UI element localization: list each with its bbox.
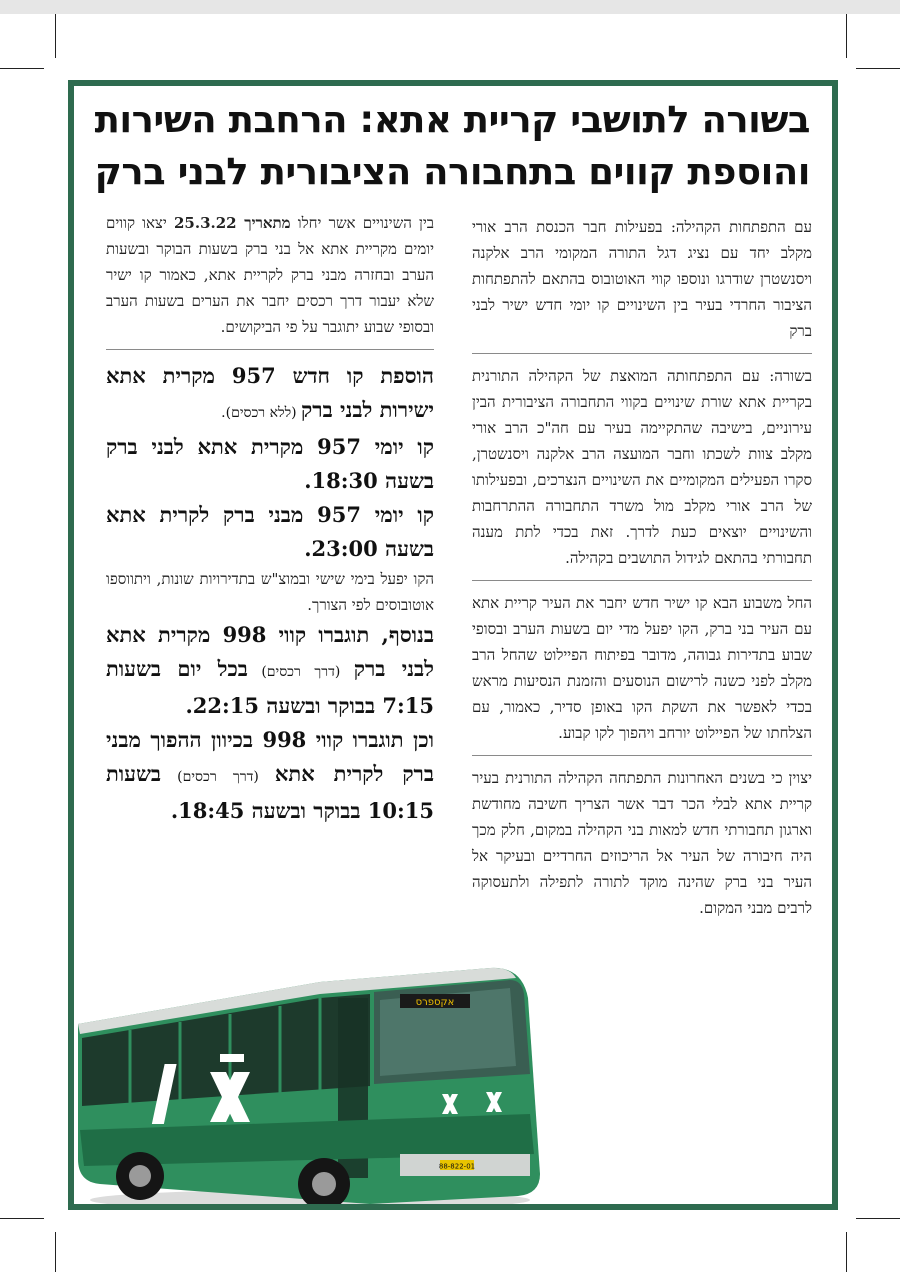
route-998-return xyxy=(106,723,434,828)
crop-mark xyxy=(856,68,900,69)
paragraph-new-line: החל משבוע הבא קו ישיר חדש יחבר את העיר קריית אתא עם העיר בני ברק, הקו יפעל מדי יום בשעות הערב ובסופי שבוע בתדירות גבוהה, מדובר בפיתוח הפיילוט שהחל הרב מקלב לפני כשנה לרישום הנוסעים והזמנת הנסיעות מראש בכדי לאפשר את השקת הקו באופן סדיר, כאמור, עם הצלחתו של הפיילוט יורחב ויהפוך לקו קבוע. xyxy=(472,594,812,742)
crop-mark xyxy=(0,68,44,69)
license-plate-text: 88-822-01 xyxy=(438,1162,476,1171)
intro-prefix: בין השינויים אשר יחלו xyxy=(290,214,435,232)
route-998-outbound-note: (דרך רכסים) xyxy=(247,664,354,680)
route-998-outbound-text: בנוסף, תוגברו קווי 998 מקרית אתא לבני ברק xyxy=(106,622,434,681)
route-998-return-note: (דרך רכסים) xyxy=(161,769,275,785)
crop-mark xyxy=(55,14,56,58)
route-957-weekend-note: הקו יפעל בימי שישי ובמוצ"ש בתדירויות שונות, ויתווספו אוטובוסים לפי הצורך. xyxy=(106,570,434,614)
route-957-return: קו יומי 957 מבני ברק לקרית אתא בשעה 23:00. xyxy=(106,502,434,561)
destination-sign-text: אקספרס xyxy=(415,997,455,1008)
route-957-new-note: (ללא רכסים). xyxy=(221,405,302,421)
crop-mark xyxy=(856,1218,900,1219)
paragraph-divider xyxy=(472,580,812,581)
right-column xyxy=(472,214,812,921)
route-957-new xyxy=(106,359,434,430)
crop-mark xyxy=(846,14,847,58)
scanner-top-strip xyxy=(0,0,900,14)
headline-line-2: והוספת קווים בתחבורה הציבורית לבני ברק xyxy=(94,150,810,193)
paragraph-divider xyxy=(106,349,434,350)
crop-mark xyxy=(846,1232,847,1272)
changes-intro xyxy=(106,210,434,340)
paragraph-community: יצוין כי בשנים האחרונות התפתחה הקהילה התורנית בעיר קריית אתא לבלי הכר דבר אשר הצריך חשיבה מחודשת וארגון תחבורתי חדש למאות בני הקהילה במקום, חלק מכך היה חיבורה של העיר אל הריכוזים החרדיים ובעיקר אל העיר בני ברק שהינה מוקד לתורה לתפילה ולתעסוקה לרבים מבני המקום. xyxy=(472,769,812,917)
bus-illustration xyxy=(70,954,540,1210)
left-column xyxy=(106,210,434,828)
intro-rest: יצאו קווים יומים מקריית אתא אל בני ברק בשעות הבוקר ובשעות הערב ובחזרה מבני ברק לקריית אתא, כאמור קו ישיר שלא יעבור דרך רכסים יחבר את הערים בשעות הערב ובסופי שבוע יתוגבר על פי הביקושים. xyxy=(106,214,434,336)
paragraph-meeting: בשורה: עם התפתחותה המואצת של הקהילה התורנית בקריית אתא שורת שינויים בקווי התחבורה הציבורית הבין עירוניים, בישיבה שהתקיימה בעיר עם חה"כ הרב אורי מקלב צוות לשכתו וחבר המועצה הרב אלקנה ויסנשטרן, סקרו הפעילים המקומיים את השינויים הנצרכים, ובפעילותו של הרב אורי מקלב מול משרד התחבורה ההתרחבות והשינויים יוצאים כעת לדרך. זאת בכדי לתת מענה תחבורתי בהתאם לגידול התושבים בקהילה. xyxy=(472,367,812,567)
paragraph-intro: עם התפתחות הקהילה: בפעילות חבר הכנסת הרב אורי מקלב יחד עם נציג דגל התורה המקומי הרב אלקנה ויסנשטרן שודרגו ונוספו קווי האוטובוס בהתאם להתפתחות הציבור החרדי בעיר בין השינויים קו יומי חדש ישיר לבני ברק xyxy=(472,218,812,340)
intro-date: מתאריך 25.3.22 xyxy=(173,214,291,232)
route-998-outbound-times: בכל יום בשעות 7:15 בבוקר ובשעה 22:15. xyxy=(106,656,434,718)
article-headline xyxy=(96,94,810,198)
route-998-outbound xyxy=(106,618,434,723)
route-957-outbound: קו יומי 957 מקרית אתא לבני ברק בשעה 18:30. xyxy=(106,434,434,493)
article-frame xyxy=(68,80,838,1210)
crop-mark xyxy=(0,1218,44,1219)
paragraph-divider xyxy=(472,353,812,354)
route-957-new-text: הוספת קו חדש 957 מקרית אתא ישירות לבני ברק xyxy=(106,363,434,422)
route-998-return-text: וכן תוגברו קווי 998 בכיוון ההפוך מבני ברק לקרית אתא xyxy=(106,727,434,786)
headline-line-1: בשורה לתושבי קריית אתא: הרחבת השירות xyxy=(94,98,810,141)
crop-mark xyxy=(55,1232,56,1272)
route-998-return-times: בשעות 10:15 בבוקר ובשעה 18:45. xyxy=(106,761,434,823)
paragraph-divider xyxy=(472,755,812,756)
